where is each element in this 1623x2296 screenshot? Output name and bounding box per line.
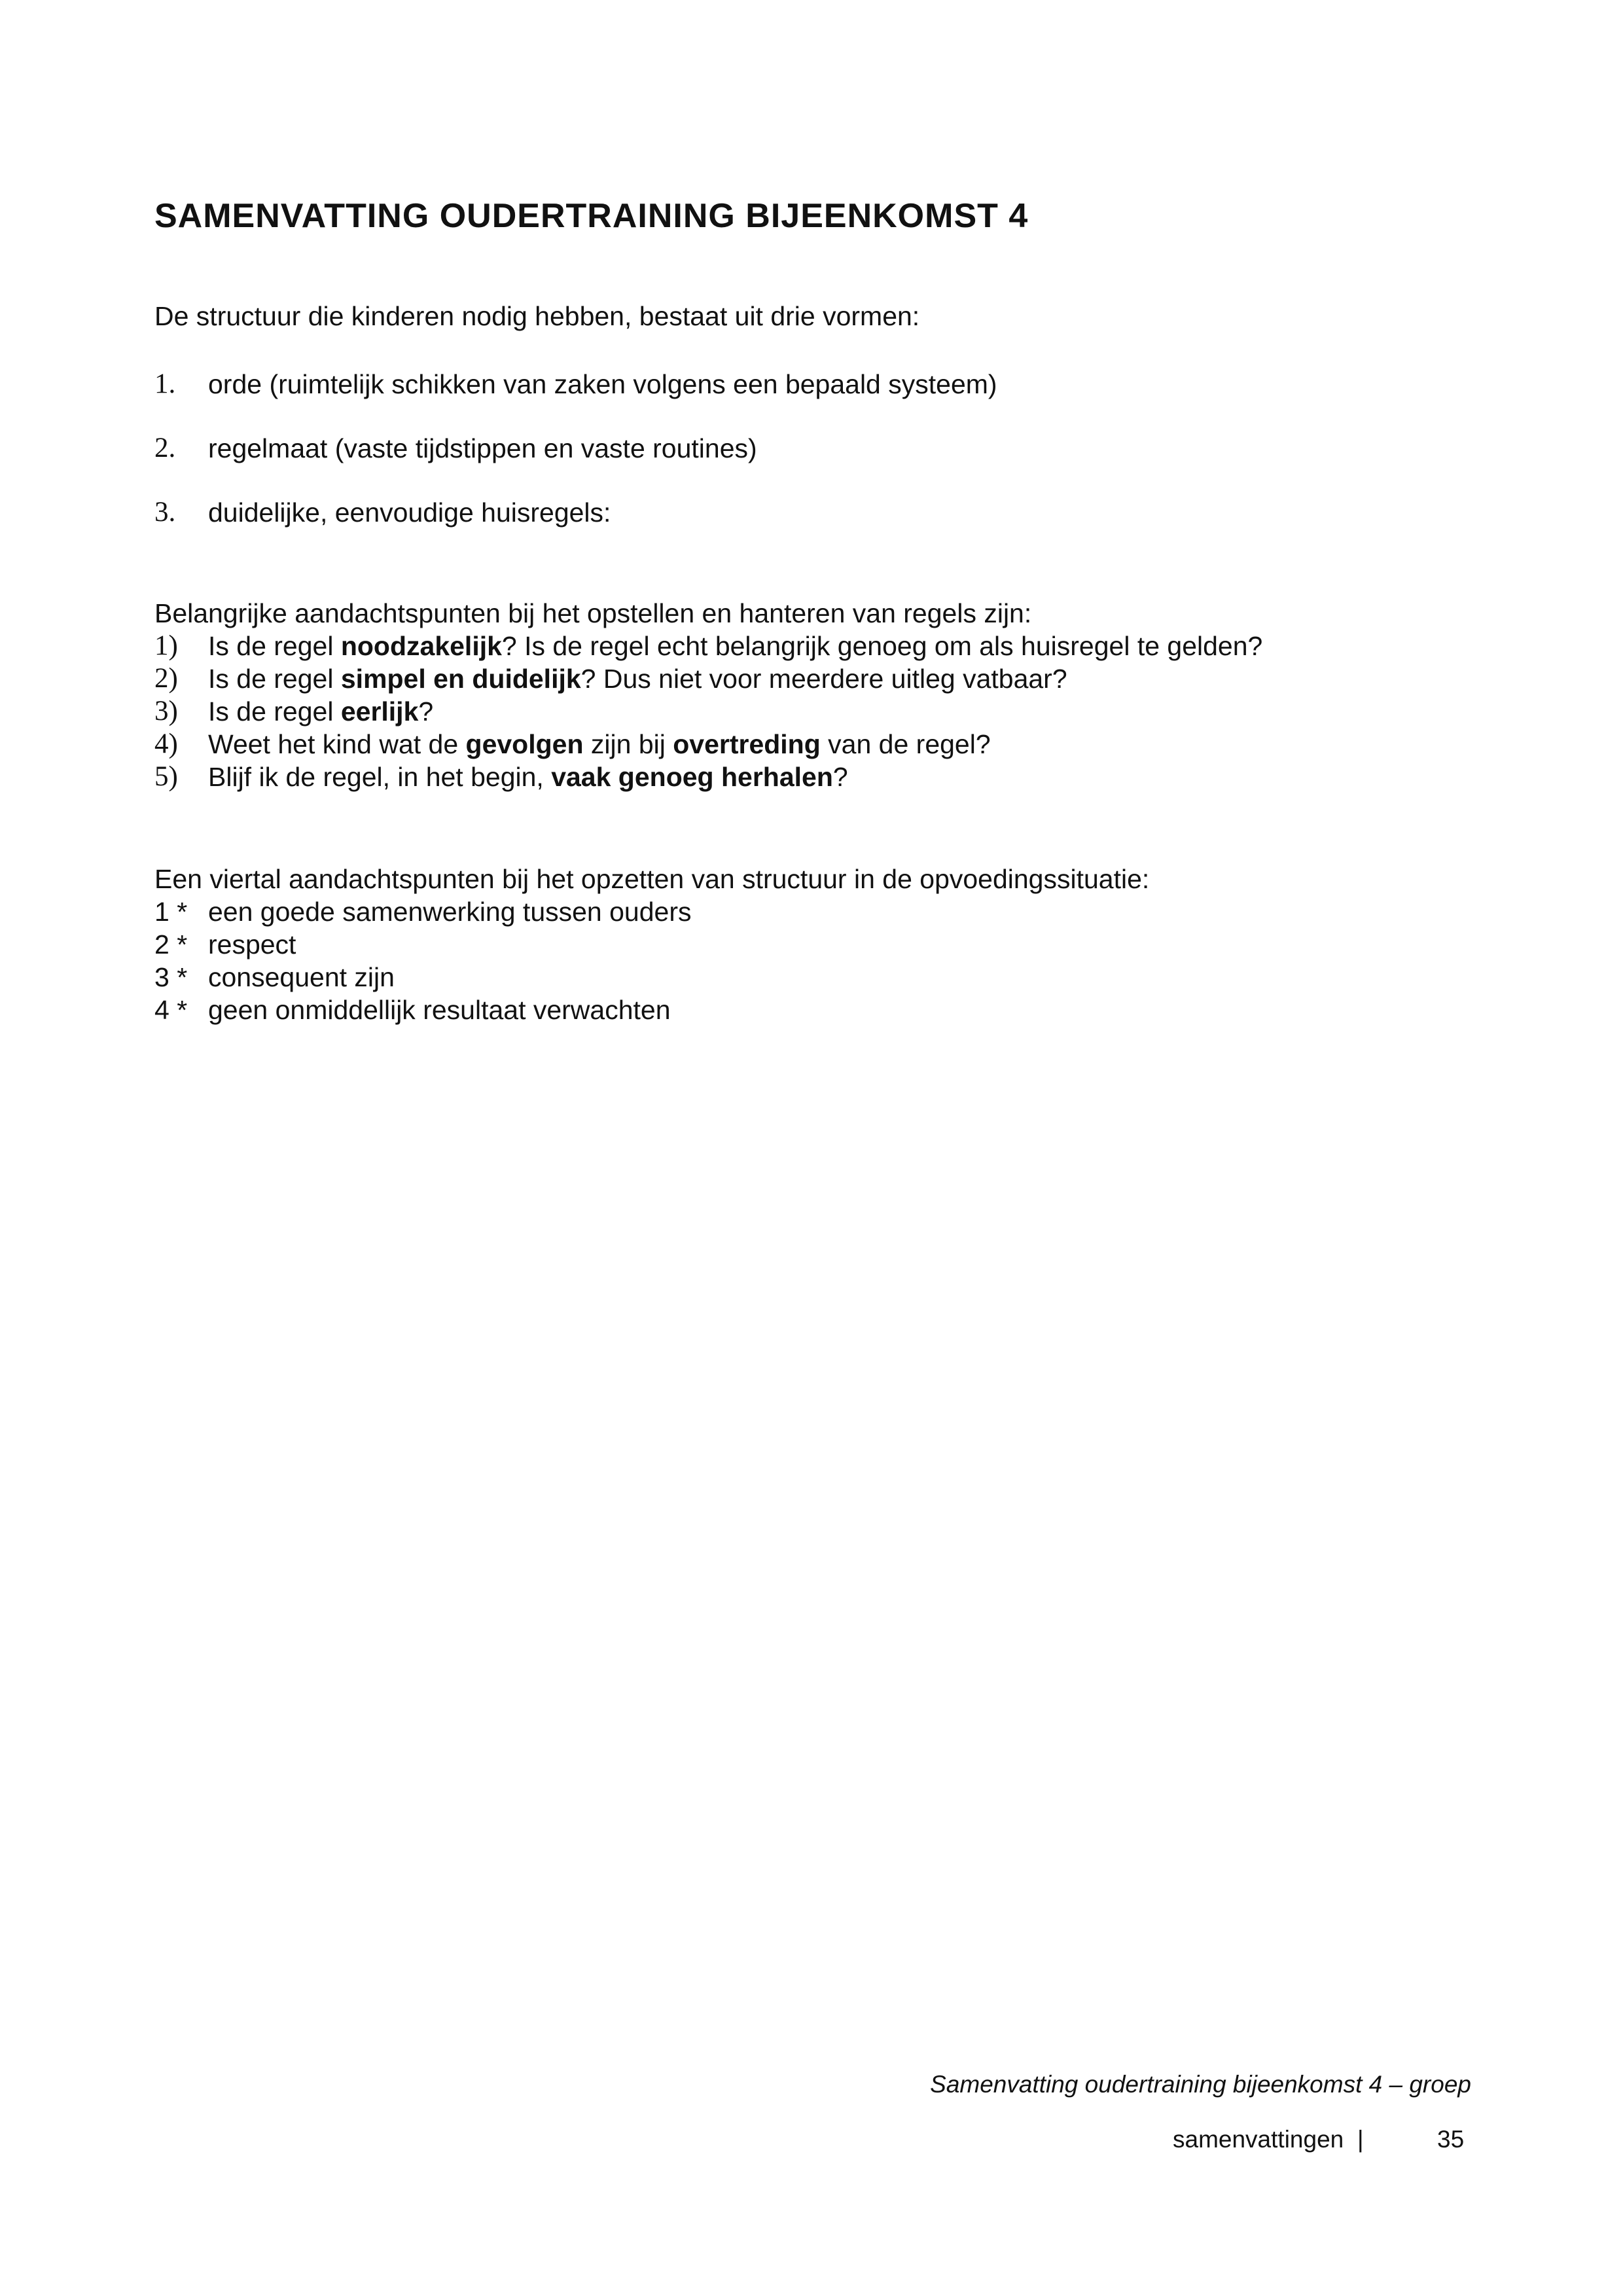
list-marker: 3) <box>154 696 178 726</box>
section3-intro: Een viertal aandachtspunten bij het opzetten van structuur in de opvoedingssituatie: <box>154 864 1150 894</box>
list-marker: 1. <box>154 368 176 399</box>
list-marker: 4 * <box>154 995 188 1025</box>
list-marker: 4) <box>154 728 178 759</box>
section1-intro: De structuur die kinderen nodig hebben, bestaat uit drie vormen: <box>154 301 920 331</box>
list-marker: 1) <box>154 630 178 661</box>
list-item-text: respect <box>208 929 296 960</box>
list-item-text: geen onmiddellijk resultaat verwachten <box>208 995 671 1025</box>
list-marker: 2) <box>154 663 178 694</box>
list-item-text: duidelijke, eenvoudige huisregels: <box>208 497 611 528</box>
list-marker: 5) <box>154 761 178 792</box>
list-item-text: Is de regel eerlijk? <box>208 696 434 726</box>
footer-section-name: samenvattingen <box>1173 2126 1344 2153</box>
emphasis: eerlijk <box>340 696 419 726</box>
emphasis: simpel en duidelijk <box>340 664 581 694</box>
list-item-text: Is de regel simpel en duidelijk? Dus niet voor meerdere uitleg vatbaar? <box>208 664 1067 694</box>
list-item-text: consequent zijn <box>208 962 395 992</box>
list-marker: 2 * <box>154 929 188 960</box>
list-item-text: orde (ruimtelijk schikken van zaken volgens een bepaald systeem) <box>208 369 997 399</box>
emphasis: gevolgen <box>465 729 584 759</box>
page-title: SAMENVATTING OUDERTRAINING BIJEENKOMST 4 <box>154 197 1029 235</box>
emphasis: overtreding <box>673 729 821 759</box>
list-item-text: Blijf ik de regel, in het begin, vaak genoeg herhalen? <box>208 762 848 792</box>
footer-running-title: Samenvatting oudertraining bijeenkomst 4 – groep <box>930 2071 1471 2098</box>
list-marker: 2. <box>154 433 176 463</box>
list-marker: 3. <box>154 497 176 528</box>
page-number: 35 <box>1437 2126 1465 2153</box>
footer-separator: | <box>1357 2126 1364 2153</box>
emphasis: vaak genoeg herhalen <box>551 762 833 792</box>
section2-intro: Belangrijke aandachtspunten bij het opstellen en hanteren van regels zijn: <box>154 598 1032 628</box>
list-marker: 1 * <box>154 897 188 927</box>
list-item-text: Is de regel noodzakelijk? Is de regel echt belangrijk genoeg om als huisregel te gelden? <box>208 631 1263 661</box>
list-item-text: Weet het kind wat de gevolgen zijn bij overtreding van de regel? <box>208 729 991 759</box>
list-marker: 3 * <box>154 962 188 992</box>
list-item-text: een goede samenwerking tussen ouders <box>208 897 692 927</box>
list-item-text: regelmaat (vaste tijdstippen en vaste routines) <box>208 433 757 463</box>
emphasis: noodzakelijk <box>340 631 502 661</box>
